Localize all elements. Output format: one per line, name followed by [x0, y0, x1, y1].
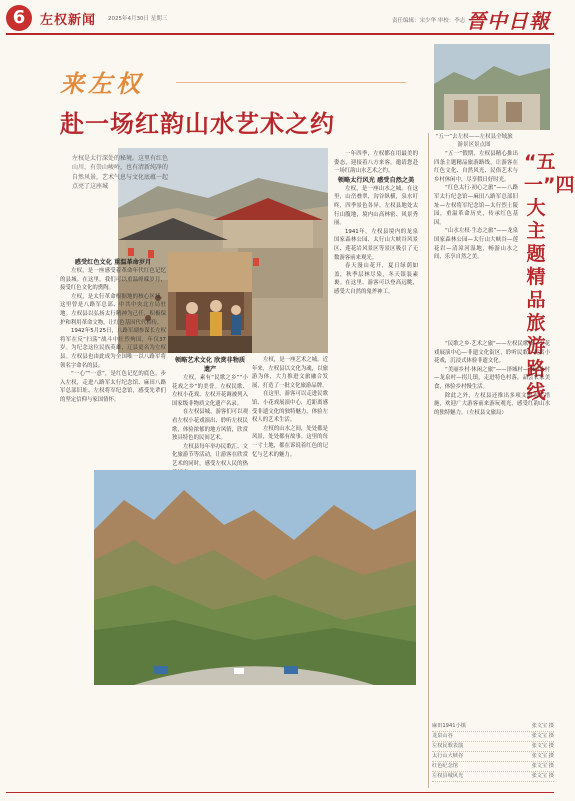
photo-credits: [432, 722, 554, 782]
credit-row: [432, 752, 554, 762]
subhead-red-culture: 感受红色文化 重温革命岁月: [74, 259, 152, 266]
masthead-logo: 晉中日報: [466, 9, 550, 33]
paragraph: 在这里，游客可以走进民歌馆、小花戏展演中心，近距离感受非遗文化的独特魅力，体验左权人的艺术生活。: [252, 391, 328, 424]
paragraph: 一年四季，左权都在用最美的姿态，迎接着八方来客，邀请您赴一场红韵山水艺术之约。: [334, 151, 418, 175]
photo-caption: “五一”去左权——左权县全域旅游景区景点图: [435, 134, 513, 148]
paragraph: “五一”假期，左权县精心推出四条主题精品旅游路线，让游客在红色文化、自然风光、民俗艺术与乡村休闲中，尽享假日好时光。: [434, 151, 518, 183]
photo-cityscape: [434, 44, 550, 130]
credit-label: 红色纪念馆: [432, 763, 458, 769]
paragraph: “一心”“一意”，是红色记忆的底色。步入左权，走进八路军太行纪念馆、麻田八路军总部旧址、左权将军纪念馆，感受先辈们的坚定信仰与家国情怀。: [60, 371, 166, 403]
paragraph: 左权，是一座山水之城。在这里，山峦叠翠，沟谷纵横，泉水叮咚，四季景色各异。左权县地处太行山腹地，境内山高林密、风景秀丽。: [334, 185, 418, 227]
sidebar-column-1: [434, 150, 518, 334]
route-item: “红色太行·初心之旅”——八路军太行纪念馆—麻田八路军总部旧址—左权将军纪念馆—太行烈士陵园，重温革命历史，传承红色基因。: [434, 185, 518, 226]
credit-row: [432, 742, 554, 752]
subhead-art-culture: 领略艺术文化 欣赏非物质遗产: [174, 357, 246, 373]
route-item: “山水左权·生态之旅”——龙泉国家森林公园—太行山大峡谷—莲花岩—清漳河湿地，畅游山水之间，乐享自然之美。: [434, 228, 518, 261]
kicker-title: 来左权: [60, 69, 144, 98]
paragraph: 左权，是太行革命根据地的核心区域，这里曾是八路军总部、中共中央北方局驻地。左权县以弘扬太行精神为己任，积极保护和利用革命文物，让红色基因代代相传。: [60, 293, 166, 326]
credit-label: 左权民歌表演: [432, 743, 464, 749]
paragraph: 1942年5月25日，八路军副参谋长左权将军在反“扫荡”战斗中壮烈殉国，年仅37岁。为纪念这位民族英雄，辽县更名为左权县。左权县也由此成为全国唯一以八路军将领名字命名的县。: [60, 328, 166, 369]
paragraph: 在左权县城，游客们可以观看左权小花戏演出、聆听左权民歌，体验浓郁的地方风情，欣赏独具特色的民间艺术。: [172, 409, 248, 442]
footer-rule: [6, 792, 554, 793]
page-header: [6, 5, 554, 35]
paragraph: 左权，素有“民歌之乡”“小花戏之乡”的美誉。左权民歌、左权小花戏、左权开花调被列入国家级非物质文化遗产名录。: [172, 375, 248, 407]
column-divider: [428, 133, 429, 788]
credit-row: [432, 772, 554, 782]
paragraph: 左权，是一座艺术之城。近年来，左权县以文化为魂，以旅游为体，大力推进文旅融合发展，打造了一批文化旅游品牌。: [252, 357, 328, 389]
credit-row: [432, 732, 554, 742]
headline: 赴一场红韵山水艺术之约: [60, 110, 335, 138]
credit-name: 张文宝 摄: [531, 733, 554, 739]
page-number: 6: [6, 5, 32, 31]
sidebar-title: “五一”四大主题精品旅游路线: [524, 151, 575, 403]
article-column-2: [172, 356, 248, 468]
section-title: 左权新闻: [40, 13, 97, 28]
paragraph: 除此之外，左权县还推出多项文旅惠民措施，欢迎广大游客前来游玩观光，感受红韵山水的独特魅力。（左权县文旅局）: [434, 392, 550, 416]
credit-label: 龙泉山谷: [432, 733, 453, 739]
paragraph: 春天漫山花开，夏日绿荫如盖，秋季层林尽染，冬天银装素裹。在这里，游客可以登高远眺，感受大自然的鬼斧神工。: [334, 263, 418, 295]
route-item: “美丽乡村·休闲之旅”——泽城村—西河头村—龙泉村—拐儿镇，走进特色村落，品尝农家美食，体验乡村慢生活。: [434, 366, 550, 390]
subhead-nature: 领略太行风光 感受自然之美: [337, 176, 415, 184]
credit-label: 太行山大峡谷: [432, 753, 464, 759]
article-column-4: [334, 150, 418, 468]
pull-quote: 左权是太行深处的秘境。这里有红色山川、有崇山峻岭，也有清新纯净的自然风景，艺术气息与文化底蕴一起点亮了这座城: [72, 155, 169, 191]
credit-name: 张文宝 摄: [531, 773, 554, 779]
credit-name: 张文宝 摄: [531, 743, 554, 749]
sidebar-column-2: [434, 340, 550, 716]
paragraph: 1941年，左权县境内的龙泉国家森林公园、太行山大峡谷风景区、莲花岩风景区等景区吸引了无数游客前来观光。: [334, 228, 418, 261]
credit-name: 张文宝 摄: [531, 753, 554, 759]
credit-row: [432, 722, 554, 732]
credit-label: 左权县城风光: [432, 773, 464, 779]
credit-row: [432, 762, 554, 772]
credit-label: 麻田1941小镇: [432, 723, 466, 729]
photo-mountain-valley: [94, 470, 416, 685]
kicker-rule: [176, 82, 406, 83]
photo-folk-performance: [168, 252, 252, 353]
paragraph: 左权的山水之间，处处都是风景，处处都有故事。这里的每一寸土地，都在诉说着红色的记忆与艺术的魅力。: [252, 425, 328, 458]
issue-date: 2025年4月30日 星期三: [108, 16, 168, 22]
route-item: “民歌之乡·艺术之旅”——左权民歌馆—小花戏展演中心—非遗文化街区，聆听民歌、观赏小花戏，沉浸式体验非遗文化。: [434, 341, 550, 365]
credit-name: 张文宝 摄: [531, 723, 554, 729]
article-column-3: [252, 356, 328, 468]
editor-credits: 责任编辑：宋少华 审校：李志: [392, 18, 466, 24]
paragraph: 左权县每年举办民歌汇、文化旅游节等活动，让游客在欣赏艺术的同时，感受左权人民的热: [172, 443, 248, 467]
credit-name: 张文宝 摄: [531, 763, 554, 769]
paragraph: 左权，是一座感受着革命年代红色记忆的县城。在这里，我们可以重温峥嵘岁月，接受红色文化的熏陶。: [60, 268, 166, 292]
